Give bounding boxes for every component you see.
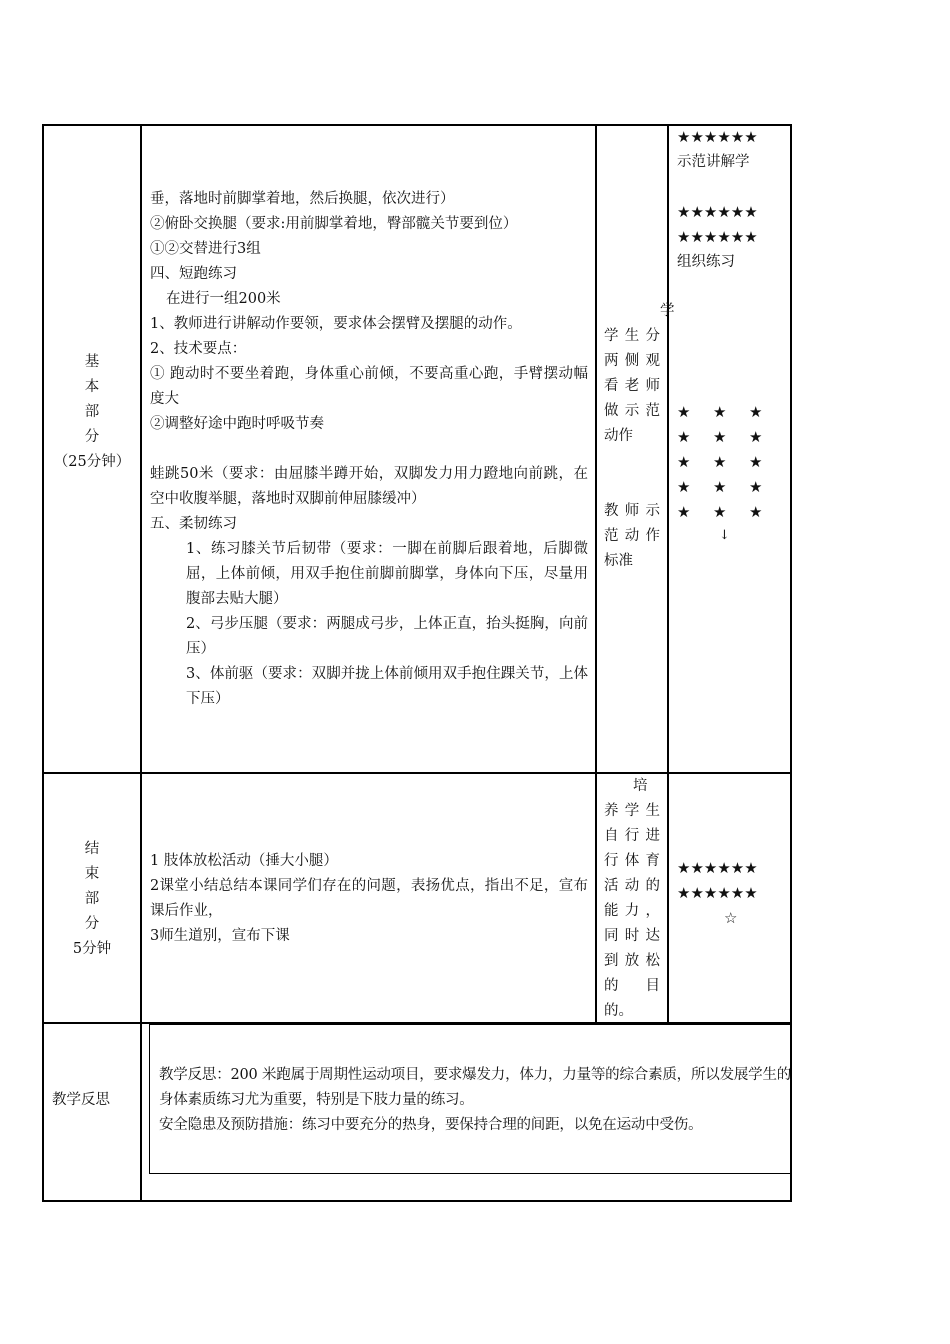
reflection-line: 教学反思：200 米跑属于周期性运动项目，要求爆发力，体力，力量等的综合素质，所以发展学生的身体素质练习尤为重要，特别是下肢力量的练习。 (159, 1067, 792, 1108)
content-line: 3、体前驱（要求：双脚并拢上体前倾用双手抱住踝关节，上体下压） (186, 666, 588, 707)
label-line: 分 (84, 429, 100, 445)
col-divider-2 (595, 124, 597, 1024)
teacher-star-icon: ☆ (724, 909, 738, 927)
content-line: ①②交替进行3组 (150, 241, 261, 257)
practice-formation-stars: ★★★★★★ (677, 203, 758, 221)
label-line: 结 (84, 841, 100, 857)
student-star: ★ (677, 428, 691, 446)
student-star: ★ (749, 503, 763, 521)
basic-student-mark: 学 (660, 303, 675, 319)
content-line: ②俯卧交换腿（要求:用前脚掌着地，臀部髋关节要到位） (150, 216, 518, 232)
table-border-left (42, 124, 44, 1202)
demo-formation-stars: ★★★★★★ (677, 128, 758, 146)
student-star: ★ (677, 478, 691, 496)
end-section-label (44, 837, 140, 962)
end-student-activity-first: 培 (633, 778, 648, 794)
student-star: ★ (713, 503, 727, 521)
content-line: 1 肢体放松活动（捶大小腿） (150, 853, 338, 869)
demo-formation-caption: 示范讲解学 (677, 154, 750, 170)
student-star: ★ (713, 428, 727, 446)
col-divider-1 (140, 124, 142, 1202)
student-star: ★ (749, 428, 763, 446)
student-star: ★ (713, 403, 727, 421)
end-formation-stars: ★★★★★★ (677, 859, 758, 877)
running-formation-grid (677, 400, 785, 525)
end-student-activity: 养学生自行进行体育活动的能力，同时达到放松的 目的。 (604, 803, 660, 1019)
content-line: 3师生道别，宣布下课 (150, 928, 290, 944)
practice-formation-caption: 组织练习 (677, 254, 735, 270)
reflection-line: 安全隐患及预防措施：练习中要充分的热身，要保持合理的间距，以免在运动中受伤。 (159, 1117, 703, 1133)
content-line: ②调整好途中跑时呼吸节奏 (150, 416, 324, 432)
label-line: （25分钟） (53, 454, 131, 470)
basic-student-activity: 学生分两侧观看老师做示范动作 (604, 328, 660, 444)
end-formation-stars: ★★★★★★ (677, 884, 758, 902)
student-star: ★ (677, 453, 691, 471)
label-line: 基 (84, 354, 100, 370)
content-line: 在进行一组200米 (166, 291, 281, 307)
student-star: ★ (713, 453, 727, 471)
basic-section-content (150, 187, 588, 712)
label-line: 分 (84, 916, 100, 932)
label-line: 本 (84, 379, 100, 395)
content-line: 蛙跳50米（要求：由屈膝半蹲开始，双脚发力用力蹬地向前跳，在空中收腹举腿，落地时双脚前伸屈膝缓冲） (150, 466, 588, 507)
student-star: ★ (677, 503, 691, 521)
content-line: 1、练习膝关节后韧带（要求：一脚在前脚后跟着地，后脚微屈，上体前倾，用双手抱住前脚前脚掌，身体向下压，尽量用腹部去贴大腿） (186, 541, 588, 607)
basic-section-label (44, 350, 140, 475)
student-star: ★ (677, 403, 691, 421)
content-line: 五、柔韧练习 (150, 516, 237, 532)
label-line: 部 (84, 404, 100, 420)
row-divider-1 (42, 772, 792, 774)
reflection-text (159, 1063, 799, 1138)
table-border-bottom (42, 1200, 792, 1202)
content-line: ① 跑动时不要坐着跑，身体重心前倾，不要高重心跑，手臂摆动幅度大 (150, 366, 588, 407)
student-star: ★ (749, 453, 763, 471)
practice-formation-stars: ★★★★★★ (677, 228, 758, 246)
reflection-label: 教学反思 (52, 1092, 110, 1108)
content-line: 四、短跑练习 (150, 266, 237, 282)
content-line: 1、教师进行讲解动作要领，要求体会摆臂及摆腿的动作。 (150, 316, 522, 332)
content-line: 2课堂小结总结本课同学们存在的问题，表扬优点，指出不足，宣布课后作业， (150, 878, 588, 919)
col-divider-3 (667, 124, 669, 1024)
arrow-down-icon: ↓ (719, 528, 730, 543)
basic-teacher-activity: 教师示范动作标准 (604, 503, 660, 569)
label-line: 束 (84, 866, 100, 882)
label-line: 部 (84, 891, 100, 907)
content-line: 2、技术要点： (150, 341, 247, 357)
student-star: ★ (749, 478, 763, 496)
label-line: 5分钟 (72, 941, 112, 957)
end-section-content (150, 849, 588, 949)
content-line: 2、弓步压腿（要求：两腿成弓步，上体正直，抬头挺胸，向前压） (186, 616, 588, 657)
student-star: ★ (749, 403, 763, 421)
content-line: 垂，落地时前脚掌着地，然后换腿，依次进行） (150, 191, 455, 207)
student-star: ★ (713, 478, 727, 496)
